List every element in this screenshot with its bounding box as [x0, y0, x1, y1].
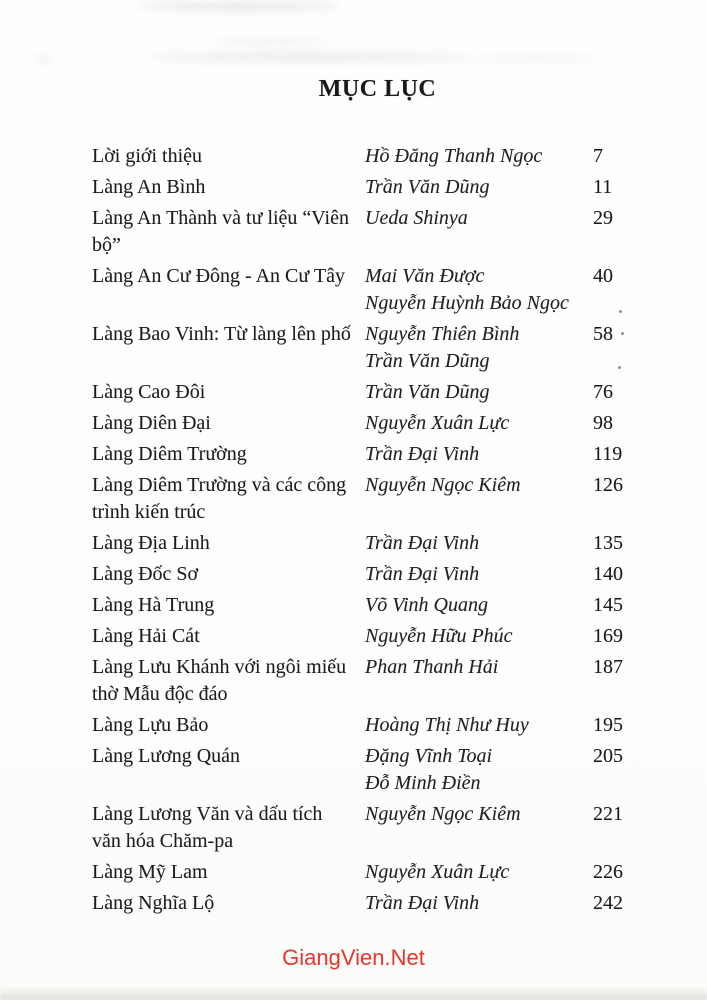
- entry-title: Làng Lương Quán: [92, 745, 241, 767]
- entry-authors: [365, 410, 593, 437]
- entry-authors: [365, 623, 593, 650]
- entry-authors: [365, 592, 593, 619]
- entry-author: Võ Vinh Quang: [365, 594, 488, 616]
- scan-artifact: [150, 52, 470, 62]
- toc-entry: [92, 530, 644, 557]
- entry-author: Đặng Vĩnh Toại: [365, 745, 493, 767]
- toc-entry: [92, 263, 644, 317]
- entry-authors: [365, 174, 593, 201]
- entry-authors: [365, 801, 593, 855]
- entry-author: Trần Đại Vinh: [365, 892, 480, 914]
- toc-entry: [92, 205, 644, 259]
- toc-entry: [92, 890, 644, 917]
- entry-page: 7: [593, 145, 603, 167]
- entry-authors: [365, 472, 593, 526]
- toc-entry: [92, 654, 644, 708]
- entry-author: Trần Văn Dũng: [365, 381, 490, 403]
- entry-authors: [365, 379, 593, 406]
- entry-author: Mai Văn Được: [365, 265, 485, 287]
- entry-author: Trần Đại Vinh: [365, 563, 480, 585]
- entry-title: Làng An Thành và tư liệu “Viên bộ”: [92, 207, 349, 256]
- entry-author: Trần Đại Vinh: [365, 532, 480, 554]
- entry-title: Làng Cao Đôi: [92, 381, 206, 403]
- entry-title: Làng Nghĩa Lộ: [92, 892, 215, 914]
- entry-page: 187: [593, 656, 623, 678]
- entry-author: Hoàng Thị Như Huy: [365, 714, 529, 736]
- toc-entry: [92, 410, 644, 437]
- entry-authors: [365, 712, 593, 739]
- entry-title: Làng Mỹ Lam: [92, 861, 208, 883]
- toc-entry: [92, 592, 644, 619]
- toc-entry: [92, 743, 644, 797]
- entry-title: Làng Diên Đại: [92, 412, 211, 434]
- entry-page: 58: [593, 323, 613, 345]
- entry-authors: [365, 743, 593, 797]
- toc-entry: [92, 623, 644, 650]
- toc-entry: [92, 143, 644, 170]
- toc-list: [92, 143, 644, 921]
- entry-page: 98: [593, 412, 613, 434]
- entry-authors: [365, 263, 593, 317]
- entry-author: Nguyễn Huỳnh Bảo Ngọc: [365, 292, 569, 314]
- entry-page: 195: [593, 714, 623, 736]
- entry-authors: [365, 143, 593, 170]
- toc-entry: [92, 174, 644, 201]
- entry-author: Nguyễn Xuân Lực: [365, 861, 510, 883]
- watermark: GiangVien.Net: [282, 945, 425, 970]
- entry-authors: [365, 205, 593, 259]
- entry-author: Nguyễn Xuân Lực: [365, 412, 510, 434]
- entry-page: 140: [593, 563, 623, 585]
- entry-page: 29: [593, 207, 613, 229]
- toc-entry: [92, 801, 644, 855]
- entry-authors: [365, 654, 593, 708]
- entry-page: 126: [593, 474, 623, 496]
- entry-title: Làng An Cư Đông - An Cư Tây: [92, 265, 345, 287]
- scan-artifact: [36, 55, 50, 63]
- entry-page: 169: [593, 625, 623, 647]
- entry-author: Nguyễn Ngọc Kiêm: [365, 474, 521, 496]
- entry-title: Làng Lưu Khánh với ngôi miếu thờ Mẫu độc đáo: [92, 656, 347, 705]
- entry-title: Làng Lương Văn và dấu tích văn hóa Chăm-pa: [92, 803, 323, 852]
- entry-authors: [365, 321, 593, 375]
- toc-entry: [92, 472, 644, 526]
- entry-title: Làng Diêm Trường: [92, 443, 247, 465]
- scan-artifact: [138, 2, 338, 11]
- entry-author: Hồ Đăng Thanh Ngọc: [365, 145, 543, 167]
- entry-page: 119: [593, 443, 623, 465]
- toc-entry: [92, 712, 644, 739]
- page-title: MỤC LỤC: [318, 76, 437, 102]
- scan-artifact: [215, 38, 325, 45]
- entry-title: Làng Diêm Trường và các công trình kiến trúc: [92, 474, 347, 523]
- entry-author: Đỗ Minh Điền: [365, 772, 481, 794]
- entry-title: Làng Hà Trung: [92, 594, 215, 616]
- entry-page: 145: [593, 594, 623, 616]
- entry-authors: [365, 561, 593, 588]
- entry-authors: [365, 859, 593, 886]
- entry-title: Làng Hải Cát: [92, 625, 200, 647]
- entry-author: Nguyễn Ngọc Kiêm: [365, 803, 521, 825]
- entry-author: Nguyễn Hữu Phúc: [365, 625, 513, 647]
- entry-page: 40: [593, 265, 613, 287]
- entry-page: 205: [593, 745, 623, 767]
- entry-author: Trần Văn Dũng: [365, 350, 490, 372]
- entry-page: 135: [593, 532, 623, 554]
- toc-entry: [92, 441, 644, 468]
- entry-author: Ueda Shinya: [365, 207, 468, 229]
- entry-authors: [365, 441, 593, 468]
- entry-page: 226: [593, 861, 623, 883]
- entry-author: Phan Thanh Hải: [365, 656, 499, 678]
- toc-entry: [92, 859, 644, 886]
- entry-page: 11: [593, 176, 613, 198]
- entry-title: Làng Lựu Bảo: [92, 714, 209, 736]
- toc-entry: [92, 561, 644, 588]
- page-edge-shadow: [0, 986, 707, 1000]
- entry-page: 221: [593, 803, 623, 825]
- entry-title: Làng Đốc Sơ: [92, 563, 199, 585]
- entry-title: Làng Bao Vinh: Từ làng lên phố: [92, 323, 351, 345]
- entry-page: 242: [593, 892, 623, 914]
- entry-title: Lời giới thiệu: [92, 145, 203, 167]
- scan-artifact: [470, 55, 600, 62]
- entry-authors: [365, 890, 593, 917]
- entry-author: Trần Văn Dũng: [365, 176, 490, 198]
- toc-entry: [92, 321, 644, 375]
- entry-page: 76: [593, 381, 613, 403]
- entry-title: Làng Địa Linh: [92, 532, 210, 554]
- entry-author: Trần Đại Vinh: [365, 443, 480, 465]
- entry-authors: [365, 530, 593, 557]
- toc-entry: [92, 379, 644, 406]
- entry-title: Làng An Bình: [92, 176, 206, 198]
- entry-author: Nguyễn Thiên Bình: [365, 323, 520, 345]
